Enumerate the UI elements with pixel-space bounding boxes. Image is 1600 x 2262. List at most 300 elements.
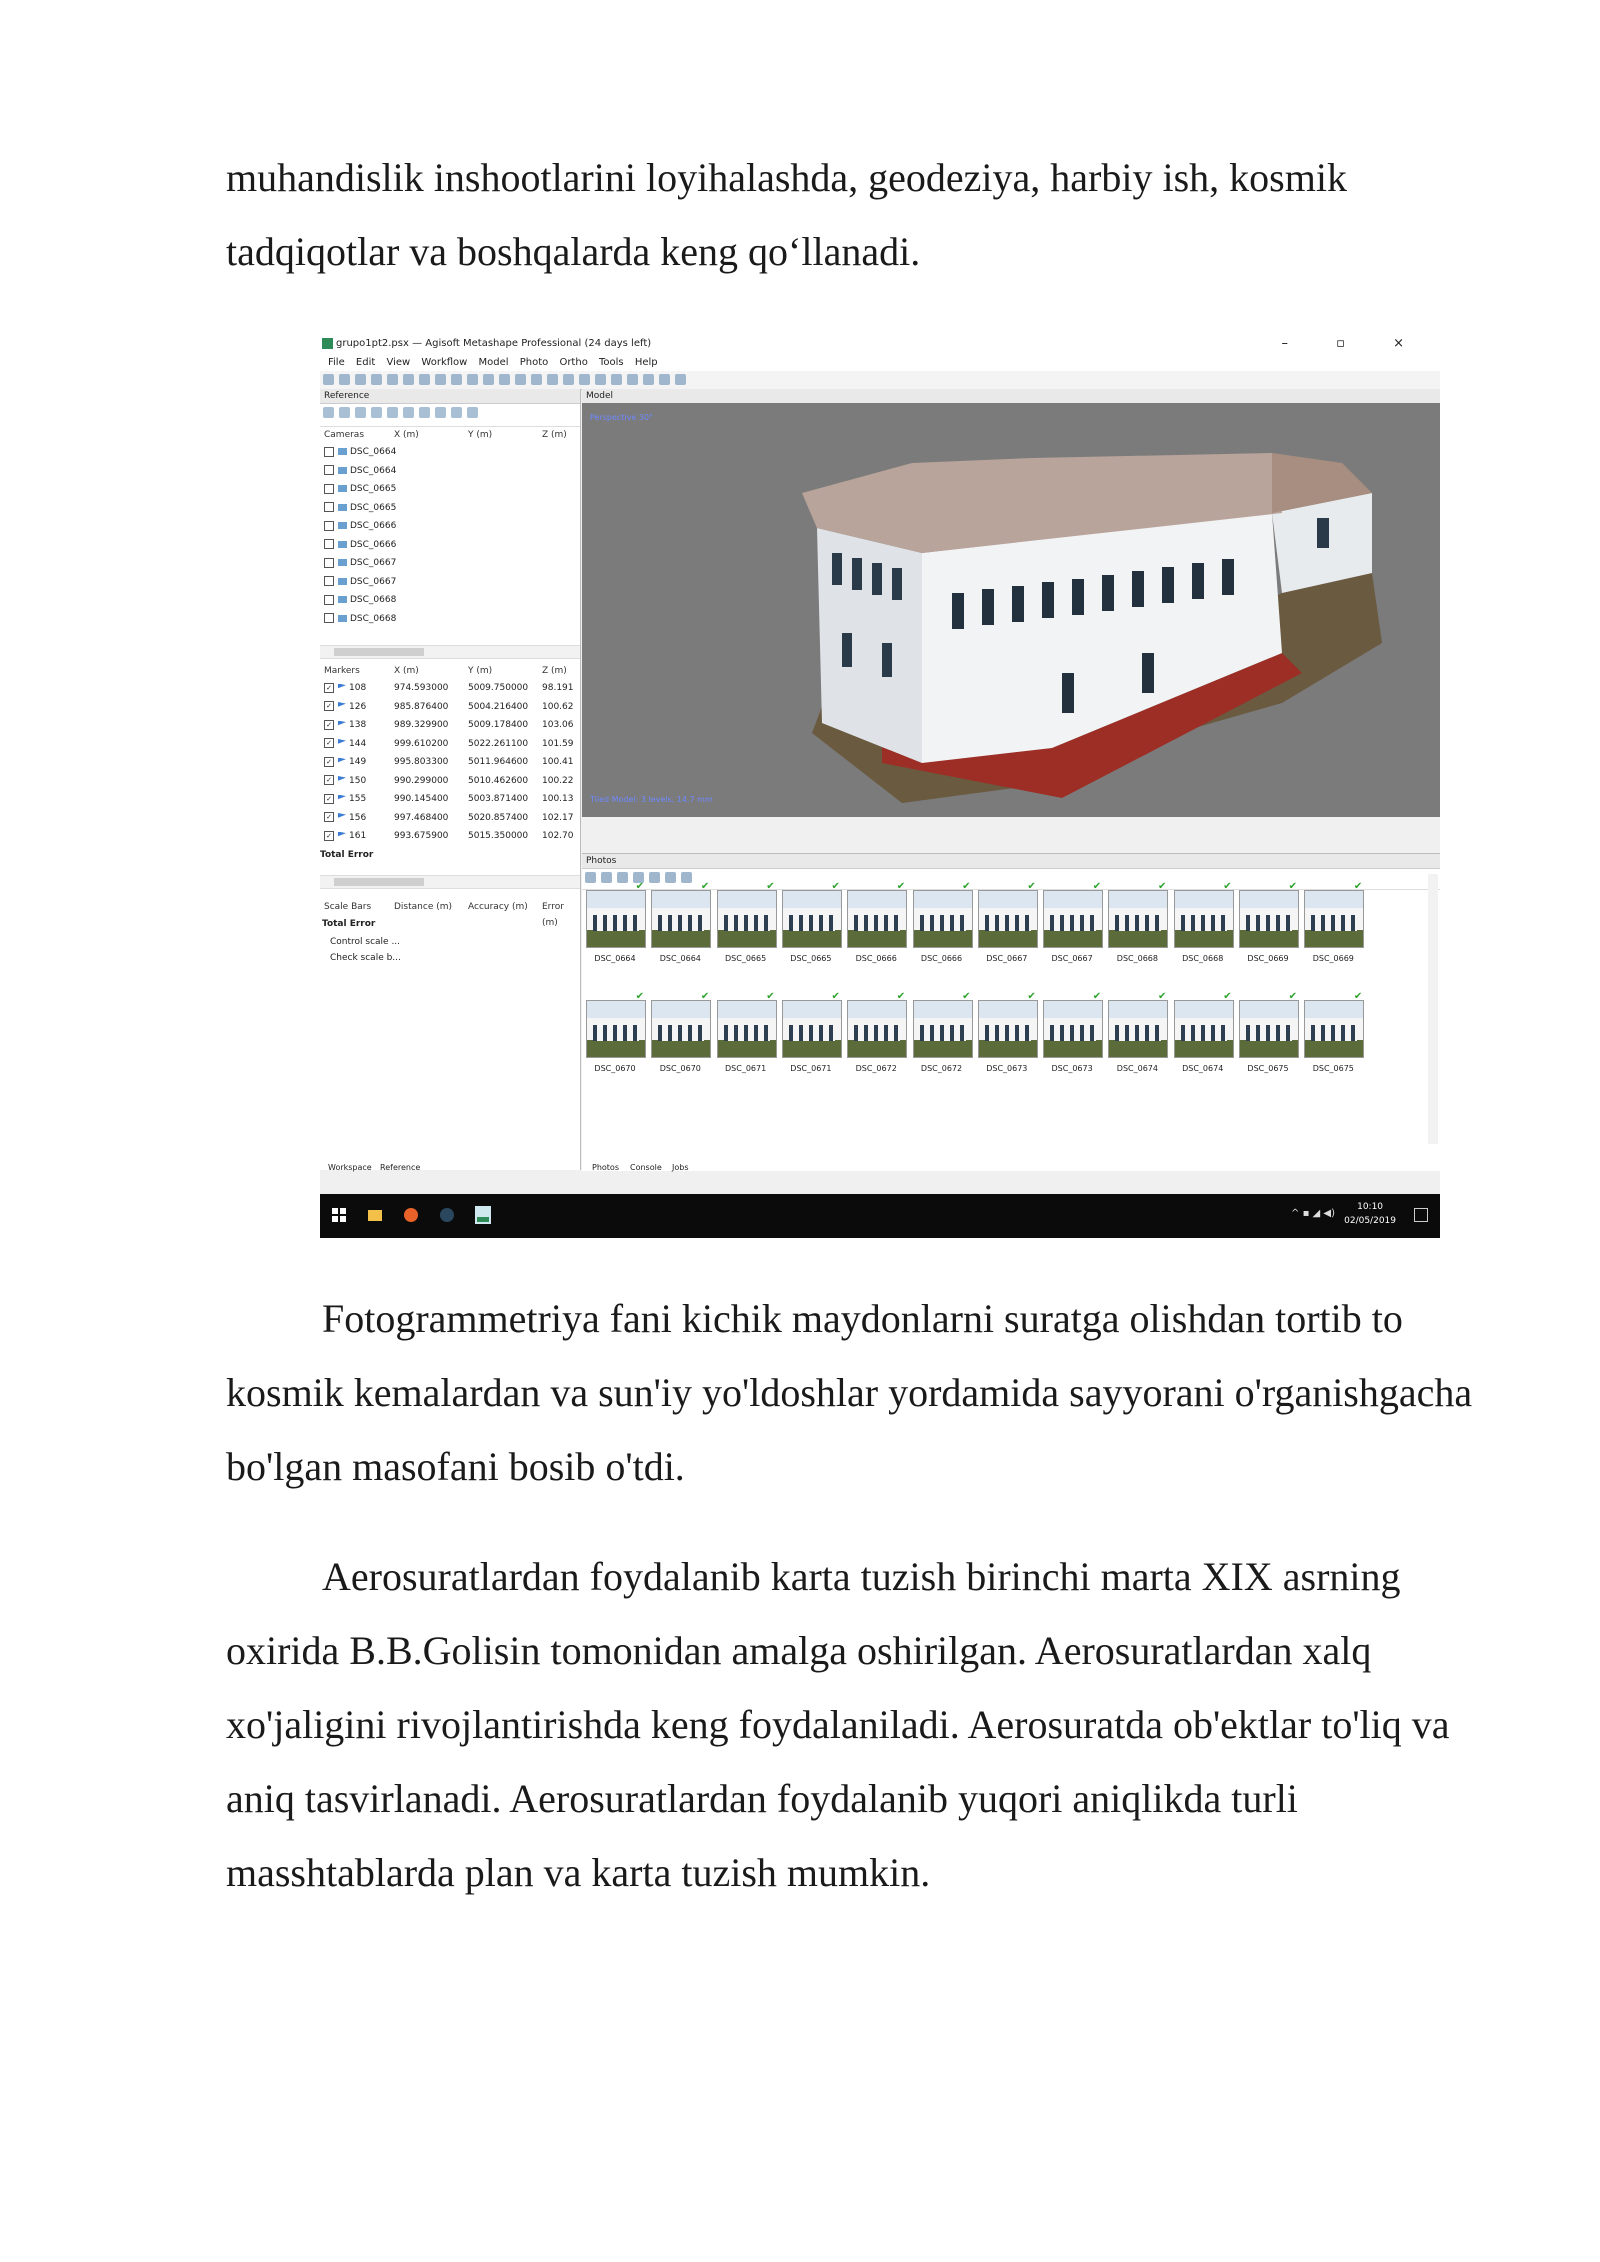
photo-thumbnail[interactable] [1174, 881, 1232, 963]
photo-thumbnail[interactable] [782, 991, 840, 1073]
cameras-header-row [320, 427, 580, 443]
marker-label: 155 [349, 794, 367, 804]
aligned-check-icon: ✔ [1353, 881, 1363, 892]
camera-row[interactable] [320, 443, 580, 462]
marker-row[interactable] [320, 809, 580, 828]
scroll-thumb[interactable] [334, 878, 424, 886]
photo-label: DSC_0670 [659, 1064, 701, 1073]
photo-label: DSC_0669 [1312, 954, 1354, 963]
marker-row[interactable] [320, 698, 580, 717]
checkbox[interactable] [324, 465, 334, 475]
photo-label: DSC_0666 [920, 954, 963, 963]
aligned-check-icon: ✔ [700, 991, 710, 1002]
camera-label: DSC_0664 [350, 447, 397, 457]
photos-panel-header [582, 854, 1440, 869]
camera-row[interactable] [320, 573, 580, 592]
checkbox[interactable]: ✓ [324, 794, 334, 804]
checkbox[interactable] [324, 447, 334, 457]
marker-x: 985.876400 [394, 701, 449, 712]
photo-label: DSC_0666 [855, 954, 897, 963]
aligned-check-icon: ✔ [1288, 881, 1297, 892]
marker-label: 150 [349, 775, 367, 786]
aligned-check-icon: ✔ [896, 991, 906, 1002]
marker-z: 100.62 [542, 701, 574, 712]
marker-label: 161 [349, 831, 367, 841]
marker-y: 5011.964600 [468, 757, 529, 767]
convert-icon[interactable] [355, 407, 366, 418]
camera-icon [338, 504, 347, 511]
aligned-check-icon: ✔ [1027, 881, 1036, 892]
aligned-check-icon: ✔ [1353, 991, 1363, 1002]
window-controls[interactable]: – ▫ × [1281, 336, 1426, 351]
marker-flag-icon [338, 684, 346, 692]
building-3d-model [582, 403, 1440, 817]
marker-x: 974.593000 [394, 683, 449, 693]
photo-thumbnail[interactable] [913, 881, 971, 963]
marker-label: 144 [349, 738, 367, 749]
tab-workspace[interactable]: Workspace [328, 1163, 372, 1172]
redo-icon[interactable] [387, 374, 398, 385]
photo-thumbnail[interactable] [1174, 991, 1232, 1073]
checkbox[interactable] [324, 595, 334, 605]
markers-col-x: X (m) [394, 666, 419, 676]
cameras-col-name: Cameras [324, 430, 365, 440]
check-scale-row[interactable]: Check scale b... [330, 952, 401, 963]
delete-icon[interactable] [483, 374, 494, 385]
photo-label: DSC_0673 [1051, 1064, 1093, 1073]
photo-label: DSC_0665 [790, 954, 832, 963]
checkbox[interactable]: ✓ [324, 757, 334, 767]
cameras-table [320, 427, 580, 645]
markers-header-row [320, 663, 580, 679]
checkbox[interactable] [324, 576, 334, 586]
photo-label: DSC_0668 [1182, 954, 1224, 963]
photo-thumbnail[interactable] [782, 881, 840, 963]
windows-start-icon[interactable] [330, 1206, 348, 1224]
cameras-col-z: Z (m) [542, 430, 567, 440]
menu-help[interactable]: Help [634, 357, 658, 368]
marker-x: 990.299000 [394, 775, 449, 786]
photo-image [913, 991, 973, 1058]
camera-icon [338, 448, 347, 455]
camera-icon [338, 615, 347, 622]
checkbox[interactable]: ✓ [324, 720, 334, 730]
marker-z: 98.191 [542, 683, 574, 693]
photo-label: DSC_0667 [986, 954, 1028, 963]
cameras-scrollbar[interactable] [320, 645, 580, 659]
photos-panel [582, 853, 1440, 1171]
aligned-check-icon: ✔ [1027, 991, 1036, 1002]
photo-thumbnail[interactable] [978, 881, 1036, 963]
firefox-icon[interactable] [402, 1206, 420, 1224]
steam-icon[interactable] [438, 1206, 456, 1224]
photo-label: DSC_0674 [1116, 1064, 1158, 1073]
markers-icon[interactable] [659, 374, 670, 385]
tab-console[interactable]: Console [630, 1163, 662, 1172]
paragraph-top [226, 141, 1476, 289]
paragraph-3-text: Aerosuratlardan foydalanib karta tuzish birinchi marta XIX asrning oxirida B.B.Golisin tomonidan amalga oshirilgan. Aerosuratlardan xalq xo'jaligini rivojlantirishda keng foydalaniladi. Aerosuratda ob'ektlar to'liq va aniq tasvirlanadi. Aerosuratlardan foydalanib yuqori aniqlikda turli masshtablarda plan va karta tuzish mumkin. [226, 1554, 1450, 1895]
aligned-check-icon: ✔ [1223, 991, 1232, 1002]
marker-row[interactable] [320, 772, 580, 791]
photo-image [1239, 991, 1299, 1058]
paragraph-2-text: Fotogrammetriya fani kichik maydonlarni suratga olishdan tortib to kosmik kemalardan va sun'iy yo'ldoshlar yordamida sayyorani o'rganishgacha bo'lgan masofani bosib o'tdi. [226, 1296, 1473, 1489]
tab-photos[interactable]: Photos [592, 1163, 619, 1172]
photo-image [913, 881, 973, 948]
taskbar-clock[interactable] [1344, 1200, 1396, 1228]
camera-icon [338, 596, 347, 603]
save-icon[interactable] [355, 374, 366, 385]
scroll-thumb[interactable] [334, 648, 424, 656]
marker-row[interactable] [320, 679, 580, 698]
aligned-check-icon: ✔ [1158, 881, 1167, 892]
tab-jobs[interactable]: Jobs [672, 1163, 689, 1172]
aligned-check-icon: ✔ [831, 881, 840, 892]
tiled-model-icon[interactable] [611, 374, 622, 385]
markers-col-y: Y (m) [468, 666, 493, 676]
cameras-col-x: X (m) [394, 430, 419, 440]
aligned-check-icon: ✔ [896, 881, 906, 892]
photo-thumbnail[interactable] [717, 991, 775, 1073]
markers-total-error: Total Error [320, 849, 374, 860]
viewport-info-label: Tiled Model: 3 levels, 14.7 mm [590, 795, 713, 804]
select-icon[interactable] [403, 374, 414, 385]
marker-flag-icon [338, 739, 346, 747]
zoom-in-icon[interactable] [515, 374, 526, 385]
photo-thumbnail[interactable] [1108, 881, 1167, 963]
marker-z: 100.22 [542, 775, 574, 786]
photo-image [782, 991, 842, 1058]
marker-x: 999.610200 [394, 738, 449, 749]
checkbox[interactable] [324, 521, 334, 531]
photo-label: DSC_0671 [725, 1064, 767, 1073]
camera-icon [338, 559, 347, 566]
photo-label: DSC_0675 [1312, 1064, 1354, 1073]
checkbox[interactable] [324, 484, 334, 494]
photo-image [651, 991, 711, 1058]
photo-label: DSC_0672 [855, 1064, 897, 1073]
menu-bar [320, 355, 1440, 371]
photo-image [1108, 991, 1168, 1058]
photo-thumbnail[interactable] [586, 991, 644, 1073]
photo-image [651, 881, 711, 948]
photo-thumbnail[interactable] [1043, 881, 1102, 963]
cameras-icon[interactable] [643, 374, 654, 385]
camera-row[interactable] [320, 480, 580, 499]
aligned-check-icon: ✔ [1288, 991, 1297, 1002]
photo-thumbnail[interactable] [1239, 991, 1297, 1073]
open-icon[interactable] [339, 374, 350, 385]
remove-icon[interactable] [617, 872, 628, 883]
view-errors-icon[interactable] [419, 407, 430, 418]
reference-panel-header [320, 389, 580, 404]
notification-icon[interactable] [1414, 1208, 1428, 1222]
shapes-icon[interactable] [675, 374, 686, 385]
camera-row[interactable] [320, 554, 580, 573]
model-panel [582, 389, 1440, 817]
scalebars-table [320, 899, 580, 1099]
app-icon [322, 338, 333, 349]
photo-image [782, 881, 842, 948]
scalebars-total-error: Total Error [322, 919, 376, 929]
photos-panel-title: Photos [586, 856, 617, 866]
photo-image [847, 991, 907, 1058]
model-panel-header [582, 389, 1440, 404]
checkbox[interactable]: ✓ [324, 683, 334, 693]
photo-label: DSC_0675 [1247, 1064, 1289, 1073]
menu-file[interactable]: File [328, 357, 345, 368]
camera-label: DSC_0665 [350, 502, 397, 513]
photo-image [1108, 881, 1168, 948]
reference-panel-title: Reference [324, 391, 370, 401]
model-panel-title: Model [586, 391, 614, 401]
marker-flag-icon [338, 776, 346, 784]
camera-row[interactable] [320, 517, 580, 536]
photo-thumbnail[interactable] [1304, 991, 1363, 1073]
marker-y: 5004.216400 [468, 701, 529, 712]
photo-image [1304, 991, 1364, 1058]
paragraph-top-line1: muhandislik inshootlarini loyihalashda, geodeziya, harbiy ish, kosmik [226, 155, 1347, 200]
photo-label: DSC_0668 [1116, 954, 1158, 963]
camera-icon [338, 485, 347, 492]
camera-row[interactable] [320, 462, 580, 481]
scalebars-col-distance: Distance (m) [394, 902, 453, 912]
new-icon[interactable] [323, 374, 334, 385]
camera-label: DSC_0667 [350, 558, 397, 568]
aligned-check-icon: ✔ [1158, 991, 1167, 1002]
photo-image [1043, 991, 1103, 1058]
photo-thumbnail[interactable] [847, 881, 906, 963]
photo-thumbnail[interactable] [913, 991, 971, 1073]
menu-ortho[interactable]: Ortho [559, 357, 588, 368]
camera-row[interactable] [320, 591, 580, 610]
reset-icon[interactable] [467, 407, 478, 418]
marker-x: 993.675900 [394, 831, 449, 841]
marker-x: 997.468400 [394, 812, 449, 823]
aligned-check-icon: ✔ [1223, 881, 1232, 892]
markers-table [320, 663, 580, 875]
camera-label: DSC_0668 [350, 613, 397, 624]
aligned-check-icon: ✔ [766, 881, 775, 892]
metashape-taskbar-icon[interactable] [472, 1204, 494, 1226]
details-icon[interactable] [665, 872, 676, 883]
marker-row[interactable] [320, 753, 580, 772]
marker-label: 156 [349, 812, 367, 823]
marker-label: 126 [349, 701, 367, 712]
checkbox[interactable]: ✓ [324, 812, 334, 822]
marker-y: 5015.350000 [468, 831, 529, 841]
photo-label: DSC_0665 [725, 954, 767, 963]
file-explorer-icon[interactable] [366, 1206, 384, 1224]
export-icon[interactable] [339, 407, 350, 418]
marker-flag-icon [338, 813, 346, 821]
reset-filter-icon[interactable] [649, 872, 660, 883]
photo-image [717, 991, 777, 1058]
mesh-icon[interactable] [579, 374, 590, 385]
photo-thumbnail[interactable] [651, 881, 710, 963]
photo-label: DSC_0670 [594, 1064, 636, 1073]
photo-image [586, 991, 646, 1058]
cameras-col-y: Y (m) [468, 430, 493, 440]
paragraph-2 [226, 1282, 1476, 1504]
photo-thumbnail[interactable] [651, 991, 710, 1073]
photos-toolbar [582, 869, 1440, 890]
camera-row[interactable] [320, 499, 580, 518]
photo-label: DSC_0669 [1247, 954, 1289, 963]
photo-thumbnail[interactable] [717, 881, 775, 963]
model-viewport[interactable] [582, 403, 1440, 817]
viewport-perspective-label: Perspective 30° [590, 413, 654, 422]
move-icon[interactable] [435, 374, 446, 385]
rotate-right-icon[interactable] [601, 872, 612, 883]
aligned-check-icon: ✔ [962, 991, 971, 1002]
photo-label: DSC_0672 [920, 1064, 963, 1073]
rotate-left-icon[interactable] [585, 872, 596, 883]
menu-photo[interactable]: Photo [519, 357, 549, 368]
marker-z: 100.41 [542, 757, 574, 767]
marker-row[interactable] [320, 827, 580, 846]
checkbox[interactable]: ✓ [324, 738, 334, 748]
zoom-out-icon[interactable] [531, 374, 542, 385]
marker-y: 5009.178400 [468, 720, 529, 730]
clock-date: 02/05/2019 [1344, 1216, 1396, 1226]
camera-row[interactable] [320, 610, 580, 629]
marker-x: 989.329900 [394, 720, 449, 730]
photo-image [1304, 881, 1364, 948]
photo-image [978, 881, 1038, 948]
ruler-icon[interactable] [467, 374, 478, 385]
import-icon[interactable] [323, 407, 334, 418]
photo-image [1043, 881, 1103, 948]
marker-row[interactable] [320, 735, 580, 754]
dem-icon[interactable] [627, 374, 638, 385]
photo-thumbnail[interactable] [1239, 881, 1297, 963]
menu-workflow[interactable]: Workflow [421, 357, 468, 368]
camera-icon [338, 578, 347, 585]
marker-row[interactable] [320, 716, 580, 735]
aligned-check-icon: ✔ [1092, 991, 1102, 1002]
marker-y: 5010.462600 [468, 775, 529, 786]
camera-label: DSC_0664 [350, 465, 397, 476]
photos-scrollbar[interactable] [1428, 874, 1438, 1144]
control-scale-row[interactable]: Control scale ... [330, 936, 401, 947]
clock-time: 10:10 [1357, 1202, 1384, 1212]
bottom-tabs [320, 1161, 1440, 1175]
rotate-icon[interactable] [451, 374, 462, 385]
camera-label: DSC_0667 [350, 576, 397, 587]
undo-icon[interactable] [371, 374, 382, 385]
reference-panel [320, 389, 581, 1170]
checkbox[interactable]: ✓ [324, 831, 334, 841]
checkbox[interactable] [324, 613, 334, 623]
menu-edit[interactable]: Edit [355, 357, 376, 368]
marker-flag-icon [338, 721, 346, 729]
reference-toolbar [320, 404, 580, 427]
photo-thumbnail[interactable] [847, 991, 906, 1073]
photo-label: DSC_0664 [594, 954, 636, 963]
camera-label: DSC_0666 [350, 521, 397, 531]
camera-label: DSC_0666 [350, 539, 397, 550]
aligned-check-icon: ✔ [635, 881, 644, 892]
photo-thumbnail[interactable] [978, 991, 1036, 1073]
photo-thumbnail[interactable] [1108, 991, 1167, 1073]
marker-flag-icon [338, 795, 346, 803]
tab-reference[interactable]: Reference [380, 1163, 421, 1172]
menu-view[interactable]: View [386, 357, 411, 368]
photo-thumbnail[interactable] [1304, 881, 1363, 963]
optimize-icon[interactable] [371, 407, 382, 418]
checkbox[interactable]: ✓ [324, 701, 334, 711]
menu-model[interactable]: Model [478, 357, 509, 368]
marker-y: 5020.857400 [468, 812, 529, 823]
rectangle-select-icon[interactable] [419, 374, 430, 385]
scalebars-col-name: Scale Bars [324, 902, 372, 912]
reset-view-icon[interactable] [547, 374, 558, 385]
marker-label: 149 [349, 757, 367, 767]
photo-image [1174, 881, 1234, 948]
window-titlebar [320, 333, 1440, 355]
texture-icon[interactable] [595, 374, 606, 385]
scalebars-col-error: Error (m) [542, 902, 564, 928]
view-mode-icon[interactable] [681, 872, 692, 883]
photo-image [717, 881, 777, 948]
paragraph-top-line2: tadqiqotlar va boshqalarda keng qo‘llanadi. [226, 229, 921, 274]
aligned-check-icon: ✔ [766, 991, 775, 1002]
camera-row[interactable] [320, 536, 580, 555]
menu-tools[interactable]: Tools [599, 357, 624, 368]
marker-flag-icon [338, 758, 346, 766]
photo-thumbnail[interactable] [586, 881, 644, 963]
camera-label: DSC_0665 [350, 484, 397, 494]
checkbox[interactable]: ✓ [324, 775, 334, 785]
view-source-icon[interactable] [403, 407, 414, 418]
scalebars-col-accuracy: Accuracy (m) [468, 902, 528, 912]
marker-flag-icon [338, 832, 346, 840]
system-tray-icons[interactable]: ^ ▪ ◢ ◀) [1291, 1208, 1335, 1219]
view-variance-icon[interactable] [435, 407, 446, 418]
marker-label: 138 [349, 720, 367, 730]
main-toolbar [320, 371, 1440, 390]
markers-scrollbar[interactable] [320, 875, 580, 889]
crop-icon[interactable] [499, 374, 510, 385]
marker-x: 990.145400 [394, 794, 449, 804]
marker-y: 5003.871400 [468, 794, 529, 804]
marker-row[interactable] [320, 790, 580, 809]
checkbox[interactable] [324, 558, 334, 568]
camera-icon [338, 541, 347, 548]
photo-image [1174, 991, 1234, 1058]
marker-z: 102.70 [542, 831, 574, 841]
photo-label: DSC_0667 [1051, 954, 1093, 963]
camera-icon [338, 467, 347, 474]
checkbox[interactable] [324, 502, 334, 512]
points-icon[interactable] [563, 374, 574, 385]
photo-image [1239, 881, 1299, 948]
marker-z: 100.13 [542, 794, 574, 804]
photo-thumbnail[interactable] [1043, 991, 1102, 1073]
camera-icon [338, 522, 347, 529]
marker-flag-icon [338, 702, 346, 710]
aligned-check-icon: ✔ [831, 991, 840, 1002]
photo-image [847, 881, 907, 948]
aligned-check-icon: ✔ [962, 881, 971, 892]
update-icon[interactable] [387, 407, 398, 418]
settings-icon[interactable] [451, 407, 462, 418]
metashape-screenshot [320, 333, 1440, 1238]
marker-z: 101.59 [542, 738, 574, 749]
checkbox[interactable] [324, 539, 334, 549]
photo-image [586, 881, 646, 948]
photo-image [978, 991, 1038, 1058]
